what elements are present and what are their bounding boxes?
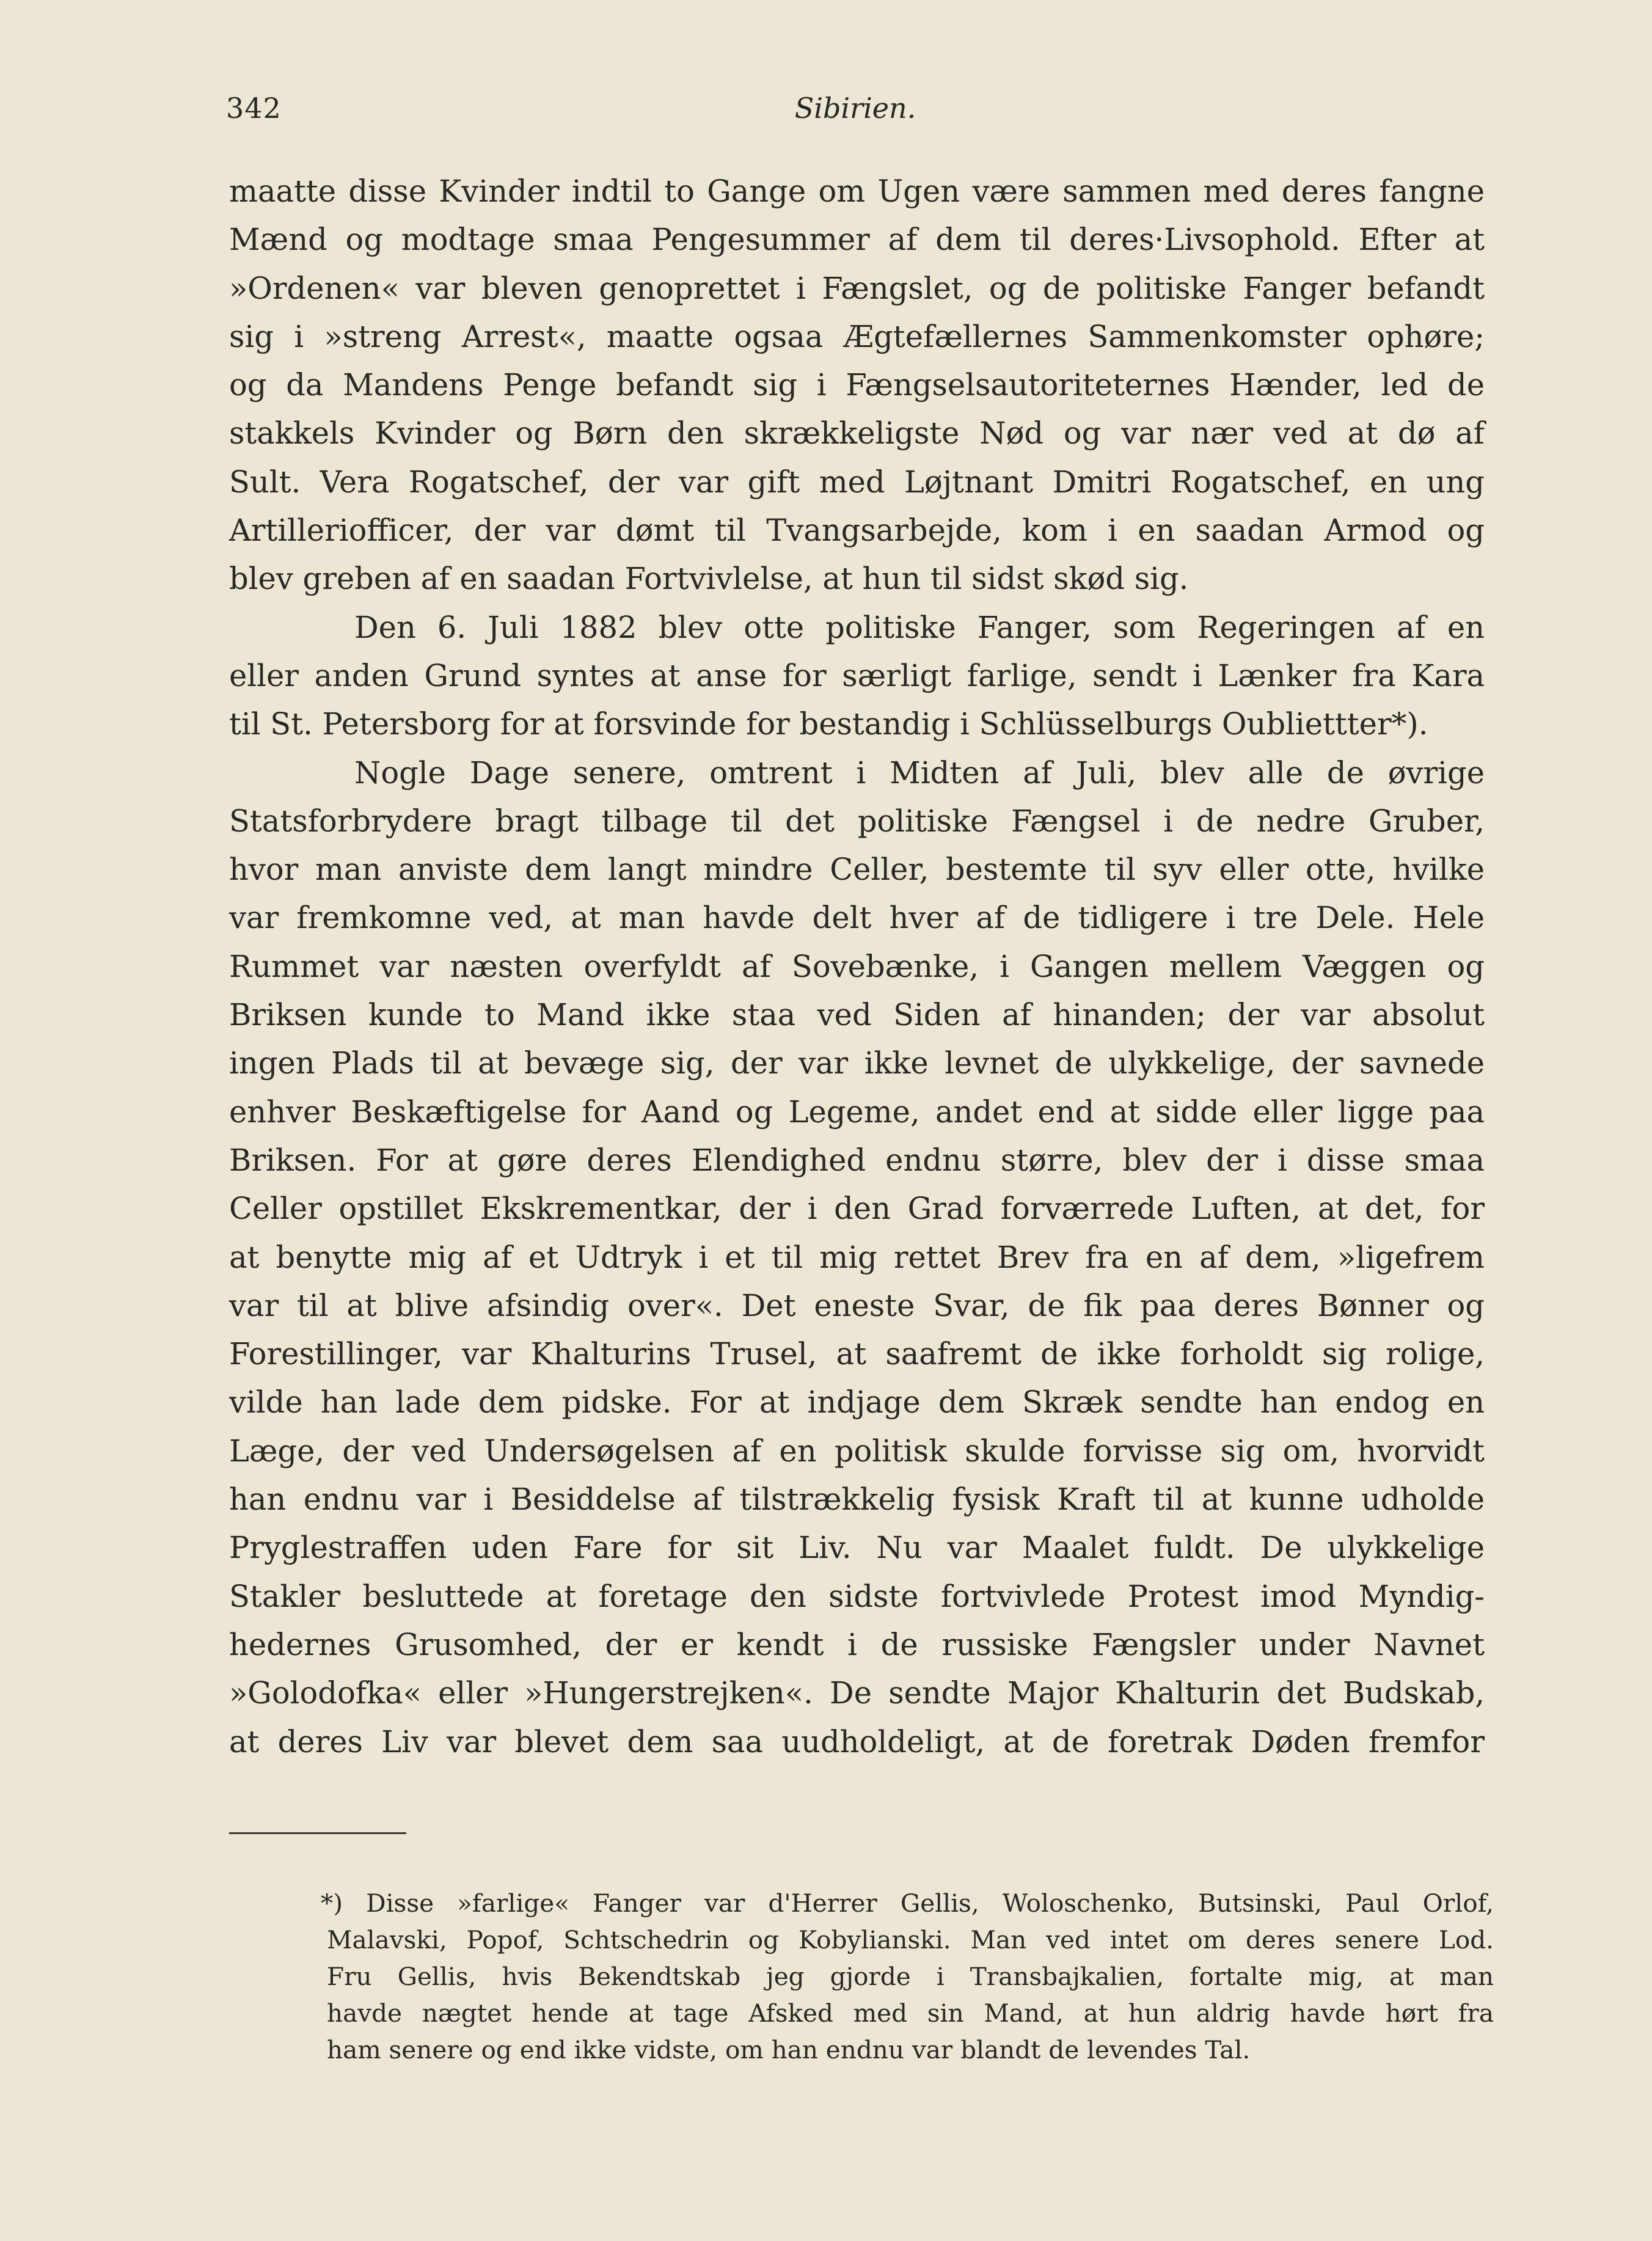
main-text bbox=[229, 167, 1485, 1766]
text-line: Statsforbrydere bragt tilbage til det politiske Fængsel i de nedre Gruber, bbox=[229, 803, 1485, 839]
text-line: Pryglestraffen uden Fare for sit Liv. Nu var Maalet fuldt. De ulykkelige bbox=[229, 1530, 1485, 1566]
footnote-separator bbox=[229, 1832, 406, 1834]
text-line: »Golodofka« eller »Hungerstrejken«. De sendte Major Khalturin det Budskab, bbox=[229, 1675, 1485, 1711]
text-line: og da Mandens Penge befandt sig i Fængselsautoriteternes Hænder, led de bbox=[229, 367, 1485, 403]
text-line: var fremkomne ved, at man havde delt hver af de tidligere i tre Dele. Hele bbox=[229, 900, 1485, 936]
text-line: Forestillinger, var Khalturins Trusel, at saafremt de ikke forholdt sig rolige, bbox=[229, 1336, 1485, 1372]
text-line: at benytte mig af et Udtryk i et til mig rettet Brev fra en af dem, »ligefrem bbox=[229, 1239, 1485, 1275]
page-header bbox=[226, 92, 1485, 134]
text-line: Briksen. For at gøre deres Elendighed endnu større, blev der i disse smaa bbox=[229, 1142, 1485, 1178]
text-line: var til at blive afsindig over«. Det eneste Svar, de fik paa deres Bønner og bbox=[229, 1287, 1485, 1323]
text-line: Rummet var næsten overfyldt af Sovebænke, i Gangen mellem Væggen og bbox=[229, 948, 1485, 984]
text-line: Artilleriofficer, der var dømt til Tvangsarbejde, kom i en saadan Armod og bbox=[229, 513, 1485, 549]
text-line: sig i »streng Arrest«, maatte ogsaa Ægtefællernes Sammenkomster ophøre; bbox=[229, 318, 1485, 354]
footnote-line: ham senere og end ikke vidste, om han endnu var blandt de levendes Tal. bbox=[327, 2035, 1251, 2064]
text-line: stakkels Kvinder og Børn den skrækkeligste Nød og var nær ved at dø af bbox=[229, 415, 1485, 451]
text-line: Nogle Dage senere, omtrent i Midten af Juli, blev alle de øvrige bbox=[354, 755, 1485, 791]
text-line: Den 6. Juli 1882 blev otte politiske Fanger, som Regeringen af en bbox=[354, 609, 1485, 645]
text-line: Celler opstillet Ekskrementkar, der i den Grad forværrede Luften, at det, for bbox=[229, 1191, 1485, 1227]
text-line: hvor man anviste dem langt mindre Celler, bestemte til syv eller otte, hvilke bbox=[229, 852, 1485, 888]
text-line: til St. Petersborg for at forsvinde for bestandig i Schlüsselburgs Oubliettter*). bbox=[229, 706, 1428, 742]
text-line: blev greben af en saadan Fortvivlelse, at hun til sidst skød sig. bbox=[229, 561, 1189, 597]
text-line: hedernes Grusomhed, der er kendt i de russiske Fængsler under Navnet bbox=[229, 1626, 1485, 1662]
footnote-line: havde nægtet hende at tage Afsked med sin Mand, at hun aldrig havde hørt fra bbox=[327, 1998, 1494, 2028]
text-line: Mænd og modtage smaa Pengesummer af dem til deres·Livsophold. Efter at bbox=[229, 222, 1485, 258]
text-line: Briksen kunde to Mand ikke staa ved Siden af hinanden; der var absolut bbox=[229, 997, 1485, 1033]
text-line: enhver Beskæftigelse for Aand og Legeme, andet end at sidde eller ligge paa bbox=[229, 1094, 1485, 1130]
text-line: Stakler besluttede at foretage den sidste fortvivlede Protest imod Myndig- bbox=[229, 1578, 1485, 1614]
text-line: eller anden Grund syntes at anse for særligt farlige, sendt i Lænker fra Kara bbox=[229, 657, 1485, 693]
text-line: Sult. Vera Rogatschef, der var gift med Løjtnant Dmitri Rogatschef, en ung bbox=[229, 464, 1485, 500]
page-number: 342 bbox=[226, 92, 282, 125]
text-line: Læge, der ved Undersøgelsen af en politisk skulde forvisse sig om, hvorvidt bbox=[229, 1433, 1485, 1469]
text-line: »Ordenen« var bleven genoprettet i Fængslet, og de politiske Fanger befandt bbox=[229, 270, 1485, 306]
text-line: at deres Liv var blevet dem saa uudholdeligt, at de foretrak Døden fremfor bbox=[229, 1724, 1485, 1760]
text-line: ingen Plads til at bevæge sig, der var ikke levnet de ulykkelige, der savnede bbox=[229, 1045, 1485, 1081]
text-line: maatte disse Kvinder indtil to Gange om Ugen være sammen med deres fangne bbox=[229, 174, 1485, 209]
running-title: Sibirien. bbox=[794, 92, 916, 125]
footnote-line: Fru Gellis, hvis Bekendtskab jeg gjorde i Transbajkalien, fortalte mig, at man bbox=[327, 1962, 1494, 1991]
text-line: vilde han lade dem pidske. For at indjage dem Skræk sendte han endog en bbox=[229, 1384, 1485, 1420]
text-line: han endnu var i Besiddelse af tilstrækkelig fysisk Kraft til at kunne udholde bbox=[229, 1482, 1485, 1518]
footnote bbox=[321, 1885, 1494, 2068]
footnote-line: Malavski, Popof, Schtschedrin og Kobylianski. Man ved intet om deres senere Lod. bbox=[327, 1925, 1494, 1954]
footnote-line: *) Disse »farlige« Fanger var d'Herrer Gellis, Woloschenko, Butsinski, Paul Orlof, bbox=[321, 1888, 1494, 1918]
